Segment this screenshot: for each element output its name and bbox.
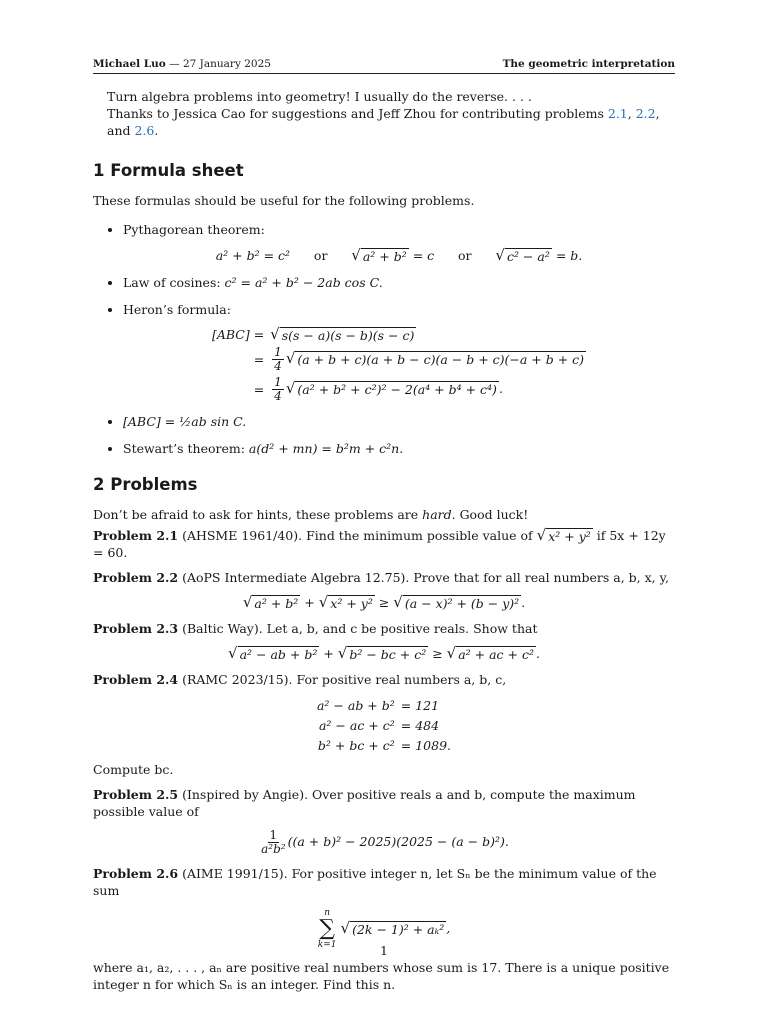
heron-stack <box>212 326 586 403</box>
frac-den: 4 <box>274 359 282 373</box>
problem-text: For positive integer n, let Sₙ be the minimum value of the sum <box>93 866 657 898</box>
math-eq: = <box>253 382 265 397</box>
problem-2-4 <box>93 671 675 688</box>
section1-lead: These formulas should be useful for the following problems. <box>93 193 475 208</box>
sqrt: √ c² − a² <box>495 246 550 264</box>
pythagorean-equation <box>123 247 675 264</box>
header-title: The geometric interpretation <box>502 58 675 70</box>
problem-2-2-equation <box>93 595 675 611</box>
formula-list <box>93 221 675 457</box>
intro-end: . <box>154 123 159 138</box>
section-heading-formula-sheet: 1 Formula sheet <box>93 161 244 180</box>
sqrt: √ (2k − 1)² + aₖ² <box>340 918 445 937</box>
system-rhs: = 1089. <box>400 738 451 753</box>
sqrt-arg: (2k − 1)² + aₖ² <box>352 921 445 937</box>
frac-den: 4 <box>274 389 282 403</box>
intro-line-2 <box>107 105 675 139</box>
sqrt-arg: a² − ab + b² <box>239 647 318 662</box>
math-expr: = b. <box>551 248 583 263</box>
formula-law-of-cosines <box>123 274 675 291</box>
math-or: or <box>458 248 472 263</box>
sqrt-arg: (a + b + c)(a + b − c)(a − b + c)(−a + b + c) <box>297 352 585 367</box>
fraction <box>272 376 284 403</box>
sqrt: √ a² + ac + c² <box>446 644 534 662</box>
problem-text: if 5x + 12y = 60. <box>93 528 666 560</box>
intro <box>93 88 675 139</box>
math-op: ≥ <box>374 595 394 610</box>
formula-label: Stewart’s theorem: <box>123 441 249 456</box>
problem-2-6 <box>93 865 675 899</box>
formula-expr: a(d² + mn) = b²m + c²n. <box>248 441 404 456</box>
problem-2-4-question: Compute bc. <box>93 762 174 777</box>
math-expr: = c <box>408 248 435 263</box>
math-expr: [ABC] = <box>211 327 265 342</box>
sqrt-arg: (a² + b² + c²)² − 2(a⁴ + b⁴ + c⁴) <box>297 382 497 397</box>
math-end: , <box>446 920 451 936</box>
formula-expr: c² = a² + b² − 2ab cos C. <box>224 275 383 290</box>
frac-num: 1 <box>269 828 278 842</box>
sum-lower: k=1 <box>317 940 337 950</box>
problem-label: Problem 2.5 <box>93 787 179 802</box>
math-end: . <box>535 646 540 661</box>
problem-source: (RAMC 2023/15). <box>178 672 293 687</box>
problem-source: (Inspired by Angie). <box>178 787 309 802</box>
sqrt: √ s(s − a)(s − b)(s − c) <box>270 325 415 343</box>
system-rhs: = 484 <box>400 718 440 733</box>
problem-2-5-expression <box>93 829 675 856</box>
frac-den: a²b² <box>261 842 286 856</box>
formula-area-sine <box>123 413 675 430</box>
sqrt-arg: (a − x)² + (b − y)² <box>404 596 520 611</box>
math-eq: = <box>253 352 265 367</box>
sqrt-arg: a² + b² <box>362 249 407 264</box>
problem-2-1 <box>93 527 675 561</box>
intro-line-1: Turn algebra problems into geometry! I usually do the reverse. . . . <box>107 89 532 104</box>
problem-2-6-question: where a₁, a₂, . . . , aₙ are positive real numbers whose sum is 17. There is a unique positive integer n for which Sₙ is an integer. Find this n. <box>93 960 670 992</box>
page-number: 1 <box>380 943 388 958</box>
problem-source: (AoPS Intermediate Algebra 12.75). <box>178 570 410 585</box>
math-op: + <box>300 595 319 610</box>
formula-stewart <box>123 440 675 457</box>
intro-thanks-text: Thanks to Jessica Cao for suggestions and Jeff Zhou for contributing problems <box>107 106 608 121</box>
problem-2-5 <box>93 786 675 820</box>
header-separator: — <box>165 58 183 70</box>
link-problem-2-2[interactable]: 2.2 <box>635 106 656 121</box>
formula-heron <box>123 301 675 403</box>
lead-text: Don’t be afraid to ask for hints, these problems are <box>93 507 423 522</box>
sqrt: √ a² − ab + b² <box>228 644 318 662</box>
link-problem-2-6[interactable]: 2.6 <box>134 123 155 138</box>
formula-pythagorean <box>123 221 675 264</box>
frac-num: 1 <box>274 375 282 389</box>
problem-2-3 <box>93 620 675 637</box>
math-expr: ((a + b)² − 2025)(2025 − (a − b)²). <box>287 834 509 849</box>
sigma-symbol: ∑ <box>319 916 336 941</box>
intro-sep: , and <box>107 106 660 138</box>
sqrt: √ (a − x)² + (b − y)² <box>393 593 520 611</box>
problem-2-2 <box>93 569 675 586</box>
formula-label: Pythagorean theorem: <box>123 222 265 237</box>
math-op: + <box>319 646 338 661</box>
formula-label: Law of cosines: <box>123 275 225 290</box>
problem-source: (AHSME 1961/40). <box>178 528 303 543</box>
sqrt-arg: a² + ac + c² <box>458 647 534 662</box>
header-date: 27 January 2025 <box>182 58 271 70</box>
lead-emphasis: hard <box>422 507 452 522</box>
problem-2-4-system <box>93 698 675 753</box>
fraction <box>272 346 284 373</box>
problem-label: Problem 2.3 <box>93 621 179 636</box>
sqrt: √ (a² + b² + c²)² − 2(a⁴ + b⁴ + c⁴) <box>285 379 497 397</box>
sqrt: √ a² + b² <box>351 246 407 264</box>
math-expr: a² + b² = c² <box>215 248 291 263</box>
frac-num: 1 <box>274 345 282 359</box>
problem-label: Problem 2.1 <box>93 528 179 543</box>
math-or: or <box>313 248 328 263</box>
problem-label: Problem 2.2 <box>93 570 179 585</box>
problem-text: For positive real numbers a, b, c, <box>292 672 507 687</box>
problem-source: (Baltic Way). <box>178 621 263 636</box>
problem-2-3-equation <box>93 646 675 662</box>
lead-text: . Good luck! <box>451 507 529 522</box>
sqrt-arg: s(s − a)(s − b)(s − c) <box>281 328 415 343</box>
header-left <box>93 58 271 70</box>
sum-upper: n <box>324 908 331 918</box>
problem-text: Find the minimum possible value of <box>302 528 537 543</box>
section-heading-problems: 2 Problems <box>93 475 198 494</box>
sqrt-arg: x² + y² <box>330 596 373 611</box>
formula-expr: [ABC] = ½ab sin C. <box>123 414 247 429</box>
problem-label: Problem 2.6 <box>93 866 179 881</box>
sqrt-arg: a² + b² <box>254 596 299 611</box>
fraction <box>261 829 285 856</box>
problem-label: Problem 2.4 <box>93 672 179 687</box>
math-end: . <box>498 381 503 396</box>
running-header <box>93 58 675 74</box>
problem-text: Let a, b, and c be positive reals. Show that <box>262 621 538 636</box>
intro-sep: , <box>627 106 636 121</box>
sqrt-arg: x² + y² <box>548 529 591 544</box>
author-name: Michael Luo <box>93 58 166 70</box>
equation-system <box>317 698 451 753</box>
sqrt: √ x² + y² <box>318 593 373 611</box>
sqrt: √ a² + b² <box>242 593 299 611</box>
link-problem-2-1[interactable]: 2.1 <box>607 106 628 121</box>
section2-lead <box>93 506 675 523</box>
heron-block <box>123 326 675 403</box>
sqrt: √ b² − bc + c² <box>337 644 427 662</box>
sqrt-arg: c² − a² <box>506 249 550 264</box>
system-lhs: a² − ab + b² <box>316 698 395 713</box>
problem-source: (AIME 1991/15). <box>178 866 288 881</box>
sqrt-arg: b² − bc + c² <box>349 647 427 662</box>
sqrt: √ (a + b + c)(a + b − c)(a − b + c)(−a + b + c) <box>285 349 585 367</box>
formula-label: Heron’s formula: <box>123 302 231 317</box>
sqrt: √ x² + y² <box>536 526 591 544</box>
problem-text: Prove that for all real numbers a, b, x, y, <box>409 570 669 585</box>
system-rhs: = 121 <box>400 698 440 713</box>
system-lhs: a² − ac + c² <box>318 718 395 733</box>
math-op: ≥ <box>428 646 447 661</box>
math-end: . <box>521 595 526 610</box>
system-lhs: b² + bc + c² <box>317 738 395 753</box>
document-page <box>93 58 675 993</box>
problem-text: Over positive reals a and b, compute the maximum possible value of <box>93 787 636 819</box>
